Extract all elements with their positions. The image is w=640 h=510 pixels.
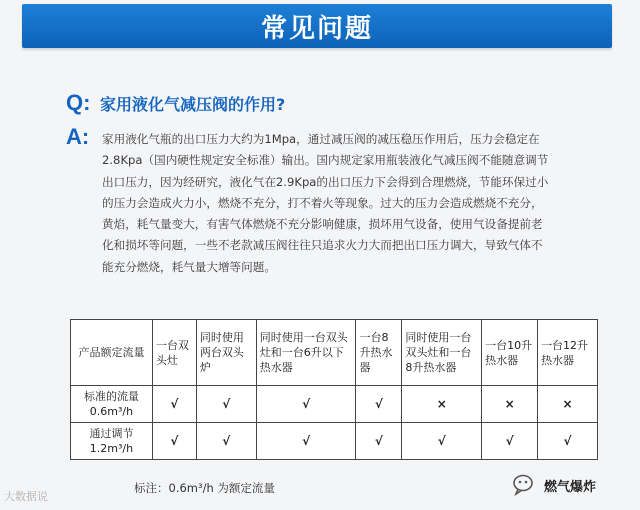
table-cell: √: [256, 423, 356, 460]
header-cell: 同时使用一台双头灶和一台8升热水器: [402, 320, 482, 386]
table-cell: √: [152, 423, 196, 460]
answer-line: 2.8Kpa（国内硬性规定安全标准）输出。国内规定家用瓶装液化气减压阀不能随意调节: [102, 153, 549, 168]
page-title: 常见问题: [260, 13, 373, 44]
header-cell: 产品额定流量: [71, 320, 153, 386]
header-cell: 同时使用一台双头灶和一台6升以下热水器: [256, 320, 356, 386]
table-header-row: [71, 320, 598, 386]
brand-name: 燃气爆炸: [544, 479, 597, 495]
answer-line: 的压力会造成火力小，燃烧不充分，打不着火等现象。过大的压力会造成燃烧不充分，: [102, 195, 543, 210]
header-cell: 同时使用两台双头炉: [196, 320, 256, 386]
table-cell: √: [256, 386, 356, 423]
answer-line: 出口压力，因为经研究，液化气在2.9Kpa的出口压力下会得到合理燃烧，节能环保过小: [102, 174, 549, 189]
question-text: 家用液化气减压阀的作用?: [100, 95, 286, 114]
flow-rate-table: [70, 319, 598, 460]
table-footnote: 标注：0.6m³/h 为额定流量: [134, 481, 275, 495]
table-cell: √: [196, 386, 256, 423]
header-cell: 一台双头灶: [152, 320, 196, 386]
header-cell: 一台12升热水器: [538, 320, 598, 386]
table-cell: √: [356, 386, 402, 423]
answer-line: 黄焰，耗气量变大，有害气体燃烧不充分影响健康，损坏用气设备，使用气设备提前老: [102, 217, 543, 232]
table-cell: ×: [482, 386, 538, 423]
question-row: [66, 90, 285, 116]
answer-line: 能充分燃烧，耗气量大增等问题。: [102, 259, 276, 274]
table-cell: √: [402, 423, 482, 460]
table-cell: √: [482, 423, 538, 460]
header-cell: 一台10升热水器: [482, 320, 538, 386]
wechat-bubble-icon: [512, 472, 538, 498]
brand-badge: [512, 470, 596, 500]
table-cell: √: [152, 386, 196, 423]
answer-label: A:: [66, 124, 90, 149]
table-row: [71, 423, 598, 460]
row-label: 通过调节 1.2m³/h: [71, 423, 153, 460]
table-row: [71, 386, 598, 423]
table-cell: √: [356, 423, 402, 460]
answer-line: 化和损坏等问题，一些不老款减压阀往往只追求火力大而把出口压力调大，导致气体不: [102, 238, 543, 253]
table-cell: ×: [402, 386, 482, 423]
table-cell: ×: [538, 386, 598, 423]
table-cell: √: [538, 423, 598, 460]
watermark-text: 大数据说: [4, 490, 48, 503]
title-banner: [22, 4, 612, 48]
row-label: 标准的流量 0.6m³/h: [71, 386, 153, 423]
answer-text: [102, 129, 592, 278]
question-label: Q:: [66, 90, 91, 115]
table-cell: √: [196, 423, 256, 460]
header-cell: 一台8升热水器: [356, 320, 402, 386]
answer-line: 家用液化气瓶的出口压力大约为1Mpa，通过减压阀的减压稳压作用后，压力会稳定在: [102, 132, 540, 146]
